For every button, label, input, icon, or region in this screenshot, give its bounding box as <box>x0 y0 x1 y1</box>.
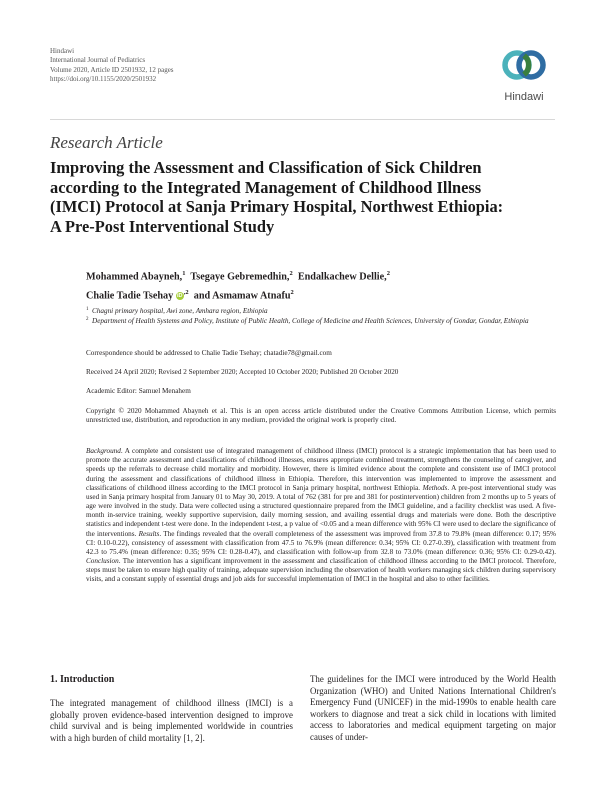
author-sup: 1 <box>182 270 186 277</box>
correspondence: Correspondence should be addressed to Chalie Tadie Tsehay; chatadie78@gmail.com <box>86 349 332 357</box>
intro-paragraph: The integrated management of childhood illness (IMCI) is a globally proven evidence-based intervention designed to improve child survival and is being implemented worldwide in countries with a high burden of child mortality [1, 2]. <box>50 698 293 743</box>
abstract-conclusion: . The intervention has a significant improvement in the assessment and classification of childhood illness according to the IMCI protocol. Therefore, steps must be taken to ensure high quality of training, adequate supervision including the observation of health workers managing sick children during supervisory visits, and a constant supply of essential drugs and job aids for successful implementation of IMCI in the hospital and also to other facilities. <box>86 557 556 584</box>
article-dates: Received 24 April 2020; Revised 2 September 2020; Accepted 10 October 2020; Published 20 October 2020 <box>86 368 399 376</box>
academic-editor: Academic Editor: Samuel Menahem <box>86 387 191 395</box>
author-sup: 2 <box>386 270 390 277</box>
abstract-results: . The findings revealed that the overall completeness of the assessment was improved from 37.8 to 79.8% (mean difference: 0.17; 95% CI: 0.10-0.22), consistency of assessment with classification from 47.5 to 76.9% (mean difference: 0.34; 95% CI: 0.27-0.39), classification with treatment from 42.3 to 75.4% (mean difference: 0.35; 95% CI: 0.28-0.47), and classification with follow-up from 32.8 to 73.0% (mean difference: 0.36; 95% CI: 0.29-0.42). <box>86 529 557 556</box>
affiliation-text: Department of Health Systems and Policy, Institute of Public Health, College of Medicine and Health Sciences, University of Gondar, Gondar, Ethiopia <box>92 316 529 325</box>
volume-line: Volume 2020, Article ID 2501932, 12 pages <box>50 65 174 74</box>
hindawi-logo-mark-icon <box>493 45 555 91</box>
author-sup: ,2 <box>183 288 189 296</box>
body-left-column <box>50 674 293 744</box>
body-right-column <box>310 674 556 744</box>
intro-heading: 1. Introduction <box>50 674 115 685</box>
author-name[interactable]: and Asmamaw Atnafu <box>193 290 291 302</box>
article-title <box>50 158 560 236</box>
author-name[interactable]: Endalkachew Dellie, <box>297 271 387 283</box>
journal-name: International Journal of Pediatrics <box>50 56 146 65</box>
article-type: Research Article <box>50 133 163 152</box>
author-sup: 2 <box>290 288 294 296</box>
title-line: A Pre-Post Interventional Study <box>50 216 275 236</box>
header-divider <box>50 119 555 120</box>
title-line: according to the Integrated Management of Childhood Illness <box>50 177 482 197</box>
abstract-results-label: Results <box>138 529 160 538</box>
title-line: Improving the Assessment and Classification of Sick Children <box>50 158 482 177</box>
logo-wordmark: Hindawi <box>504 91 544 103</box>
author-list <box>86 266 556 304</box>
abstract-methods: . A pre-post interventional study was used in Sanja primary hospital from January 01 to May 30, 2019. A total of 762 (381 for pre and 381 for postintervention) children from 2 months up to 5 years of age were involved in the study. Data were collected using a structured questionnaire prepared from the IMCI guideline, and a facility checklist was used. A five-month in-service training, weekly supportive supervision, daily morning session, and availing essential drugs and materials were done. Both the descriptive statistics and independent t-test were done. In the independent t-test, a p value of <0.05 and a mean difference with 95% CI were used to declare the significance of the interventions. <box>86 483 556 538</box>
intro-paragraph-continued: The guidelines for the IMCI were introduced by the World Health Organization (WHO) and United Nations International Children's Emergency Fund (UNICEF) in the mid-1990s to enable health care workers to diagnose and treat a sick child in locations with limited access to laboratories and medical equipment targeting on major causes of under- <box>310 674 556 742</box>
abstract-background-label: Background <box>86 447 121 455</box>
hindawi-logo <box>493 45 555 105</box>
abstract-background: . A complete and consistent use of integrated management of childhood illness (IMCI) protocol is a strategic implementation that has been used to promote the accurate assessment and classifications of childhood illnesses, ensures appropriate combined treatment, strengthens the counseling of caregiver, and speeds up the referrals to decrease child mortality and morbidity. However, there is limited evidence about the complete and consistent use of IMCI protocol during the assessment and classifications of childhood illness in Ethiopia. Therefore, this intervention was implemented to improve the assessment and classifications of childhood illness according to the IMCI protocol in Sanja primary hospital, northwest Ethiopia. <box>86 447 556 492</box>
affiliation-number: 2 <box>86 316 89 322</box>
journal-meta <box>50 47 174 85</box>
abstract <box>86 447 556 585</box>
title-line: (IMCI) Protocol at Sanja Primary Hospital, Northwest Ethiopia: <box>50 197 504 217</box>
publisher-name: Hindawi <box>50 47 75 55</box>
orcid-icon[interactable]: iD <box>177 293 183 300</box>
affiliation-text: Chagni primary hospital, Awi zone, Amhara region, Ethiopia <box>92 307 268 315</box>
doi-link[interactable]: https://doi.org/10.1155/2020/2501932 <box>50 75 157 84</box>
affiliation-number: 1 <box>86 307 89 312</box>
abstract-conclusion-label: Conclusion <box>86 557 119 566</box>
affiliations <box>86 307 556 326</box>
abstract-methods-label: Methods <box>422 483 448 492</box>
author-sup: 2 <box>289 270 293 277</box>
author-name[interactable]: Mohammed Abayneh, <box>86 271 183 283</box>
affiliation-item <box>86 317 556 327</box>
affiliation-item <box>86 307 556 317</box>
copyright-notice: Copyright © 2020 Mohammed Abayneh et al. This is an open access article distributed under the Creative Commons Attribution License, which permits unrestricted use, distribution, and reproduction in any medium, provided the original work is properly cited. <box>86 407 556 425</box>
author-name[interactable]: Chalie Tadie Tsehay <box>86 290 174 302</box>
author-name[interactable]: Tsegaye Gebremedhin, <box>190 271 290 283</box>
